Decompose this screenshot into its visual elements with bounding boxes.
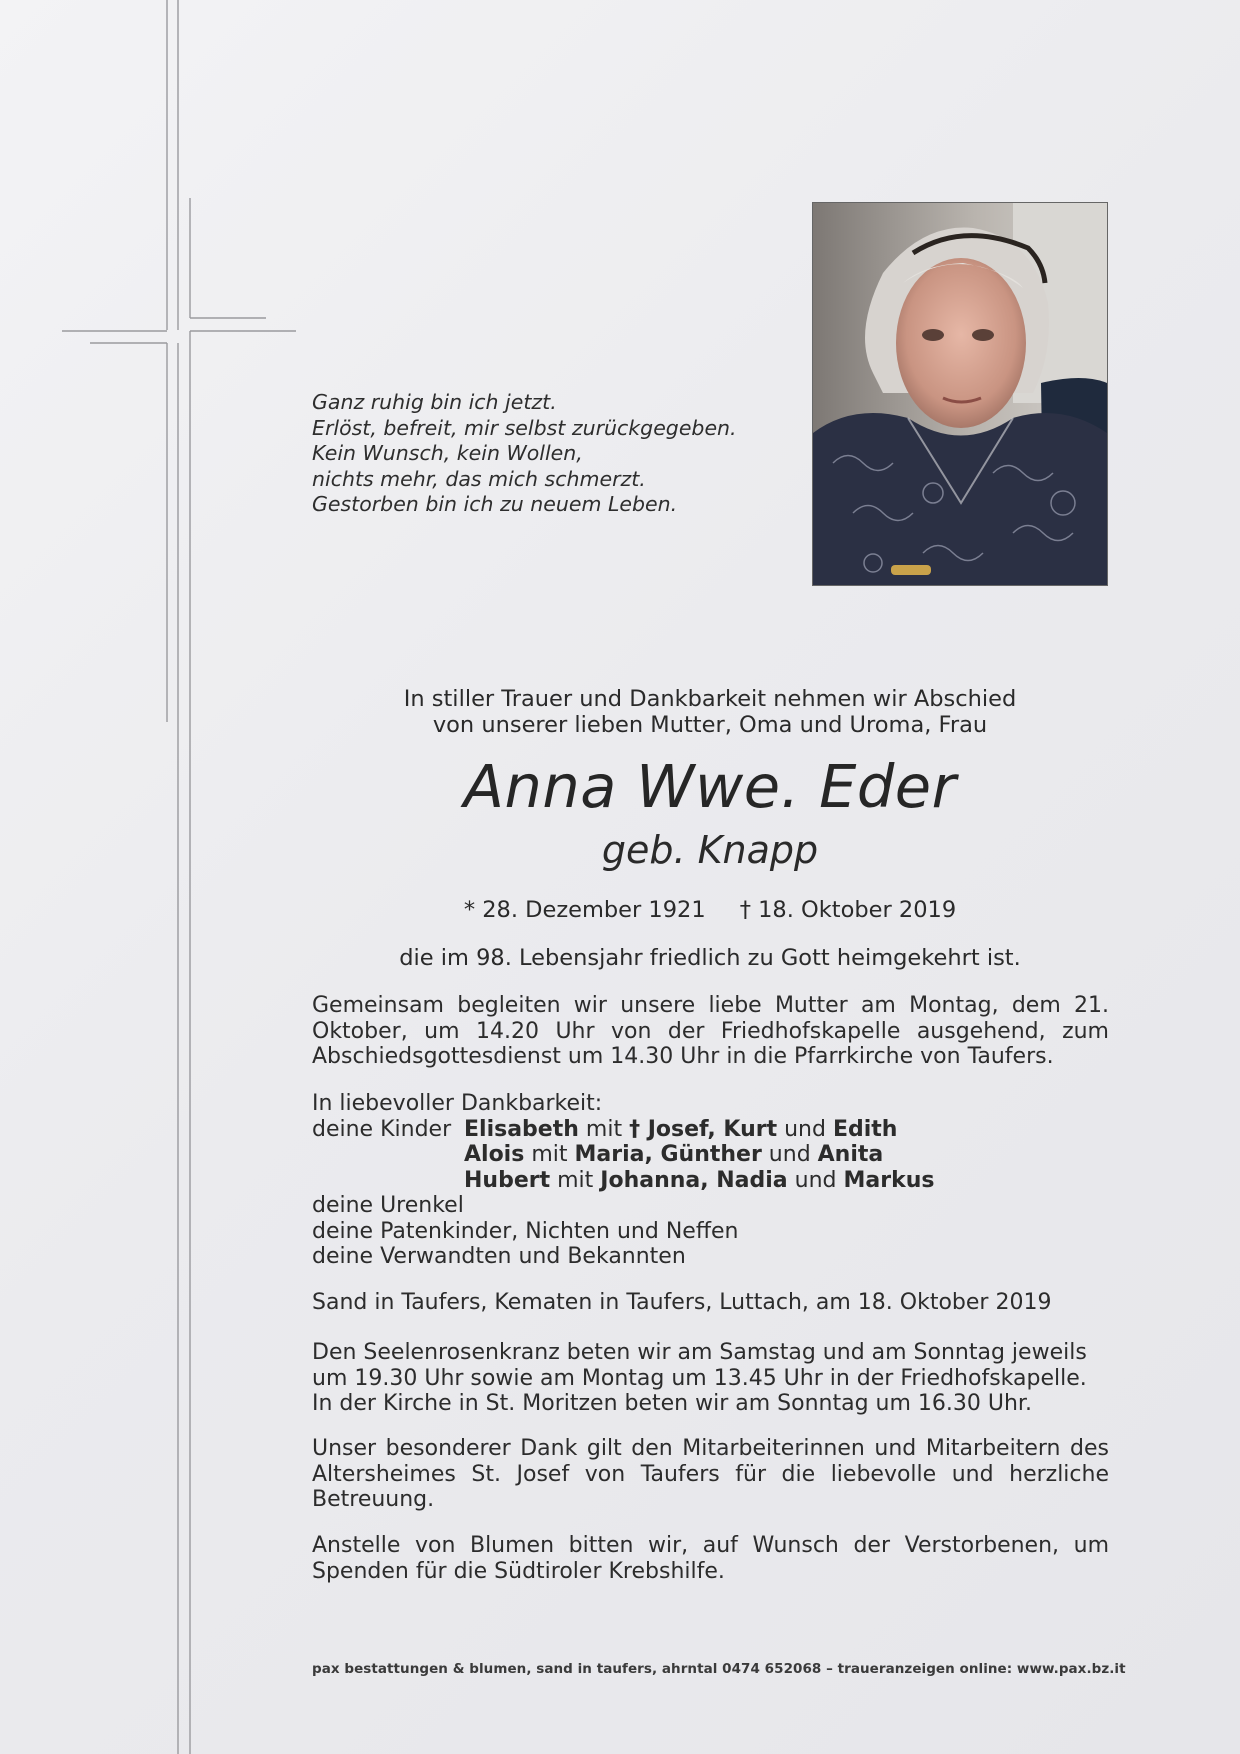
intro-line: von unserer lieben Mutter, Oma und Uroma, Frau bbox=[432, 712, 988, 738]
partner-names: Anita bbox=[817, 1142, 884, 1167]
poem-line: Gestorben bin ich zu neuem Leben. bbox=[312, 492, 678, 516]
rosary-paragraph bbox=[312, 1340, 1109, 1417]
connector-text: mit bbox=[524, 1142, 575, 1167]
death-date: † 18. Oktober 2019 bbox=[739, 897, 957, 923]
maiden-name: geb. Knapp bbox=[601, 828, 819, 872]
intro-text bbox=[312, 686, 1108, 738]
funeral-paragraph: Gemeinsam begleiten wir unsere liebe Mutter am Montag, dem 21. Oktober, um 14.20 Uhr von der Friedhofskapelle ausgehend, zum Abschiedsgottesdienst um 14.30 Uhr in die Pfarrkirche von Taufers. bbox=[312, 993, 1109, 1069]
partner-names: Johanna, Nadia bbox=[600, 1167, 788, 1193]
mourners-heading: In liebevoller Dankbarkeit: bbox=[312, 1091, 603, 1116]
poem-line: Erlöst, befreit, mir selbst zurückgegeben. bbox=[312, 415, 737, 440]
poem-line: Kein Wunsch, kein Wollen, bbox=[312, 441, 583, 465]
footer-funeral-home: pax bestattungen & blumen, sand in taufers, ahrntal 0474 652068 – traueranzeigen online: www.pax.bz.it bbox=[312, 1661, 1126, 1677]
child-name: Alois bbox=[464, 1142, 525, 1167]
connector-text: mit bbox=[578, 1116, 630, 1142]
mourner-line: deine Patenkinder, Nichten und Neffen bbox=[312, 1218, 739, 1244]
partner-names: Edith bbox=[832, 1116, 898, 1142]
intro-line: In stiller Trauer und Dankbarkeit nehmen wir Abschied bbox=[403, 686, 1017, 712]
connector-text: und bbox=[761, 1142, 818, 1167]
birth-date: * 28. Dezember 1921 bbox=[463, 897, 706, 923]
cross-icon bbox=[0, 0, 320, 1754]
rosary-line: um 19.30 Uhr sowie am Montag um 13.45 Uhr in der Friedhofskapelle. bbox=[312, 1365, 1087, 1391]
connector-text: und bbox=[777, 1116, 833, 1142]
life-dates bbox=[312, 896, 1108, 924]
rosary-line: In der Kirche in St. Moritzen beten wir am Sonntag um 16.30 Uhr. bbox=[312, 1391, 1032, 1416]
mourner-line: deine Verwandten und Bekannten bbox=[312, 1244, 686, 1269]
child-name: Elisabeth bbox=[464, 1116, 579, 1142]
child-entry bbox=[464, 1168, 934, 1194]
deceased-name: Anna Wwe. Eder bbox=[463, 752, 957, 821]
portrait-photo bbox=[812, 202, 1108, 586]
place-date: Sand in Taufers, Kematen in Taufers, Luttach, am 18. Oktober 2019 bbox=[312, 1290, 1052, 1315]
child-entry bbox=[464, 1117, 934, 1143]
cross-symbol: † bbox=[629, 1116, 648, 1142]
special-thanks-paragraph: Unser besonderer Dank gilt den Mitarbeiterinnen und Mitarbeitern des Altersheimes St. Josef von Taufers für die liebevolle und herzliche Betreuung. bbox=[312, 1436, 1109, 1512]
poem-line: nichts mehr, das mich schmerzt. bbox=[312, 466, 646, 491]
poem bbox=[312, 390, 772, 518]
partner-names: Maria, Günther bbox=[574, 1142, 762, 1167]
partner-names: Josef, Kurt bbox=[647, 1116, 778, 1142]
mourners-block bbox=[312, 1091, 1109, 1270]
children-list bbox=[312, 1117, 1109, 1194]
children-label: deine Kinder bbox=[312, 1116, 452, 1142]
child-name: Hubert bbox=[464, 1167, 551, 1193]
partner-names: Markus bbox=[843, 1167, 935, 1193]
rosary-line: Den Seelenrosenkranz beten wir am Samstag und am Sonntag jeweils bbox=[312, 1340, 1087, 1365]
connector-text: und bbox=[787, 1167, 844, 1193]
age-line: die im 98. Lebensjahr friedlich zu Gott heimgekehrt ist. bbox=[399, 945, 1021, 971]
child-entry bbox=[464, 1142, 934, 1168]
connector-text: mit bbox=[550, 1167, 601, 1193]
mourner-line: deine Urenkel bbox=[312, 1193, 464, 1218]
poem-line: Ganz ruhig bin ich jetzt. bbox=[312, 390, 557, 414]
donation-paragraph: Anstelle von Blumen bitten wir, auf Wunsch der Verstorbenen, um Spenden für die Südtiroler Krebshilfe. bbox=[312, 1533, 1109, 1584]
